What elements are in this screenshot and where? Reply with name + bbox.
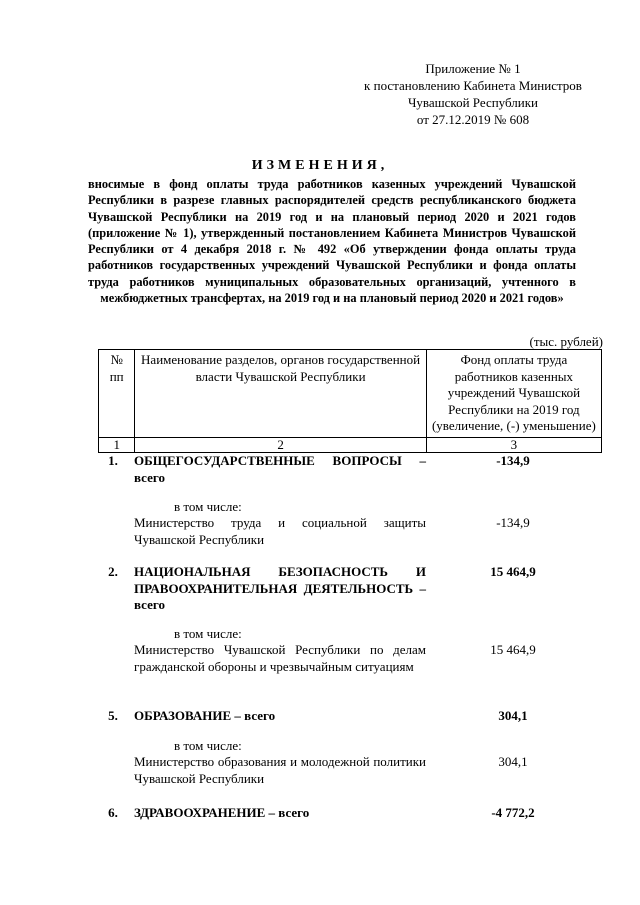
row-title: Министерство Чувашской Республики по делам гражданской обороны и чрезвычайным ситуациям xyxy=(134,642,426,674)
row-title: Министерство образования и молодежной политики Чувашской Республики xyxy=(134,754,426,786)
row-number: 6. xyxy=(108,805,118,820)
row-value: 304,1 xyxy=(498,754,528,769)
appendix-republic: Чувашской Республики xyxy=(407,95,539,110)
including-label: в том числе: xyxy=(174,499,242,514)
including-label: в том числе: xyxy=(174,738,242,753)
header-fund: Фонд оплаты труда работников казенных учреждений Чувашской Республики на 2019 год (увеличение, (-) уменьшение) xyxy=(426,350,601,438)
column-number-1: 1 xyxy=(99,437,135,452)
row-value: -134,9 xyxy=(496,453,530,468)
row-value: 304,1 xyxy=(498,708,528,723)
header-name: Наименование разделов, органов государственной власти Чувашской Республики xyxy=(135,350,426,438)
document-subtitle: вносимые в фонд оплаты труда работников казенных учреждений Чувашской Республики в разрезе главных распорядителей средств республиканского бюджета Чувашской Республики на 2019 год и на плановый период 2020 и 2021 годов (приложение № 1), утвержденный постановлением Кабинета Министров Чувашской Республики от 4 декабря 2018 г. № 492 «Об утверждении фонда оплаты труда работников государственных учреждений Чувашской Республики и фонда оплаты труда работников муниципальных образовательных организаций, учтенного в межбюджетных трансфертах, на 2019 год и на плановый период 2020 и 2021 годов» xyxy=(88,177,576,306)
row-title: ОБРАЗОВАНИЕ – всего xyxy=(134,708,276,723)
row-value: 15 464,9 xyxy=(490,642,536,657)
row-number: 5. xyxy=(108,708,118,723)
row-title: ЗДРАВООХРАНЕНИЕ – всего xyxy=(134,805,310,820)
row-title: НАЦИОНАЛЬНАЯ БЕЗОПАСНОСТЬ И ПРАВООХРАНИТЕЛЬНАЯ ДЕЯТЕЛЬНОСТЬ – всего xyxy=(134,564,426,612)
column-number-3: 3 xyxy=(426,437,601,452)
document-title: ИЗМЕНЕНИЯ, xyxy=(251,158,389,173)
row-value: 15 464,9 xyxy=(490,564,536,579)
row-number: 1. xyxy=(108,453,118,468)
row-title: Министерство труда и социальной защиты Чувашской Республики xyxy=(134,515,426,547)
units-label: (тыс. рублей) xyxy=(529,334,603,349)
column-number-2: 2 xyxy=(135,437,426,452)
changes-table-header xyxy=(98,349,602,453)
header-number: № пп xyxy=(99,350,135,438)
row-title: ОБЩЕГОСУДАРСТВЕННЫЕ ВОПРОСЫ – всего xyxy=(134,453,426,485)
appendix-number: Приложение № 1 xyxy=(425,61,521,76)
appendix-date-number: от 27.12.2019 № 608 xyxy=(416,112,530,127)
row-number: 2. xyxy=(108,564,118,579)
appendix-reference: к постановлению Кабинета Министров xyxy=(364,78,582,93)
row-value: -134,9 xyxy=(496,515,530,530)
row-value: -4 772,2 xyxy=(491,805,535,820)
including-label: в том числе: xyxy=(174,626,242,641)
appendix-block xyxy=(348,60,598,128)
